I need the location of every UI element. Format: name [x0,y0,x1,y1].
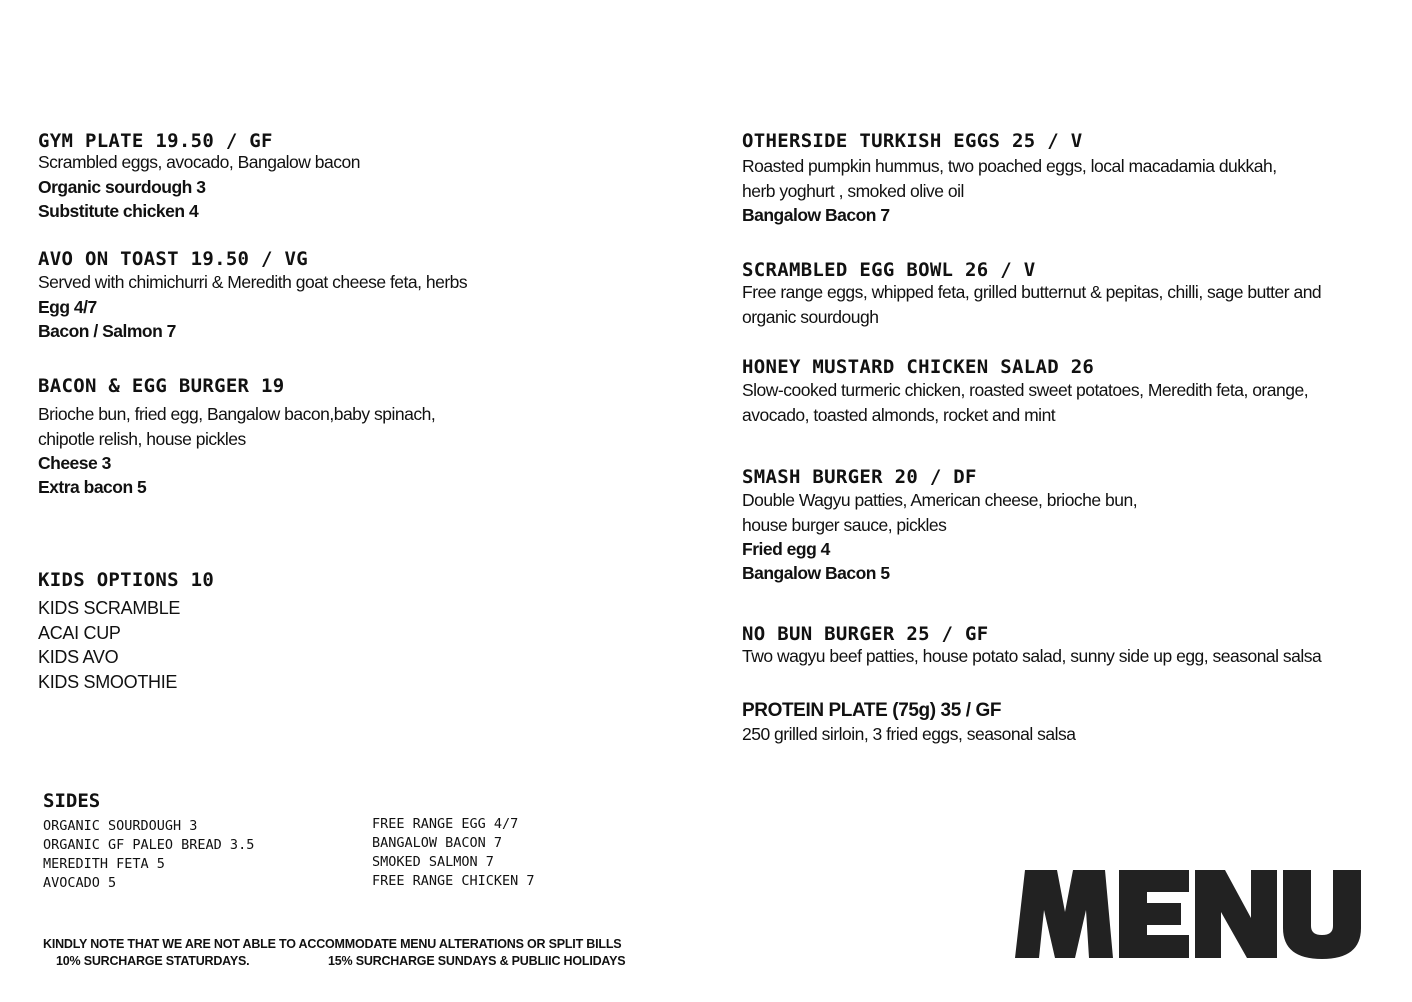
menu-logo-graphic [1015,868,1365,960]
side-item: ORGANIC SOURDOUGH 3 [43,818,198,834]
menu-item-chicken-salad [742,355,1308,427]
item-description: Served with chimichurri & Meredith goat cheese feta, herbs [38,272,468,292]
item-extra: Bangalow Bacon 7 [742,205,890,225]
item-extra: Bacon / Salmon 7 [38,320,176,341]
item-title: AVO ON TOAST 19.50 / VG [38,248,308,270]
item-description: Two wagyu beef patties, house potato salad, sunny side up egg, seasonal salsa [742,646,1322,666]
item-description: Slow-cooked turmeric chicken, roasted sweet potatoes, Meredith feta, orange, [742,380,1309,400]
sunday-surcharge-note: 15% SURCHARGE SUNDAYS & PUBLIIC HOLIDAYS [328,954,626,968]
item-extra: Substitute chicken 4 [38,200,199,221]
menu-item-gym-plate [38,129,360,223]
menu-item-bacon-egg-burger [38,374,435,499]
side-item: FREE RANGE CHICKEN 7 [372,873,535,889]
side-item: AVOCADO 5 [43,875,117,891]
kids-option: ACAI CUP [38,622,121,643]
item-description: 250 grilled sirloin, 3 fried eggs, seasonal salsa [742,724,1076,744]
side-item: SMOKED SALMON 7 [372,854,494,870]
side-item: MEREDITH FETA 5 [43,856,165,872]
sides-list-right [372,815,535,891]
item-extra: Fried egg 4 [742,539,830,559]
item-title: PROTEIN PLATE (75g) 35 / GF [742,700,1002,721]
side-item: FREE RANGE EGG 4/7 [372,816,519,832]
sides-list-left [43,817,254,893]
item-title: NO BUN BURGER 25 / GF [742,623,989,645]
item-extra: Extra bacon 5 [38,477,147,497]
menu-logo [1015,868,1365,965]
menu-item-no-bun-burger [742,622,1321,669]
item-title: SCRAMBLED EGG BOWL 26 / V [742,259,1036,281]
side-item: BANGALOW BACON 7 [372,835,503,851]
menu-item-turkish-eggs [742,129,1277,227]
item-description: Scrambled eggs, avocado, Bangalow bacon [38,152,360,172]
item-description: Free range eggs, whipped feta, grilled butternut & pepitas, chilli, sage butter and [742,282,1322,302]
item-description: house burger sauce, pickles [742,514,947,535]
kids-option: KIDS AVO [38,647,119,667]
item-title: SMASH BURGER 20 / DF [742,466,977,488]
item-extra: Egg 4/7 [38,296,97,317]
item-title: GYM PLATE 19.50 / GF [38,130,273,152]
item-description: chipotle relish, house pickles [38,428,246,449]
side-item: ORGANIC GF PALEO BREAD 3.5 [43,837,255,853]
item-description: Roasted pumpkin hummus, two poached eggs, local macadamia dukkah, [742,156,1277,176]
item-description: herb yoghurt , smoked olive oil [742,180,964,201]
kids-option: KIDS SCRAMBLE [38,598,181,618]
item-description: organic sourdough [742,306,879,327]
item-description: avocado, toasted almonds, rocket and mint [742,404,1056,425]
saturday-surcharge-note: 10% SURCHARGE STATURDAYS. [56,954,250,968]
alterations-note: KINDLY NOTE THAT WE ARE NOT ABLE TO ACCOMMODATE MENU ALTERATIONS OR SPLIT BILLS [43,937,622,951]
menu-item-scrambled-egg-bowl [742,258,1321,329]
item-extra: Bangalow Bacon 5 [742,563,890,583]
item-title: BACON & EGG BURGER 19 [38,375,285,397]
kids-option: KIDS SMOOTHIE [38,671,178,692]
item-title: HONEY MUSTARD CHICKEN SALAD 26 [742,356,1095,378]
item-extra: Cheese 3 [38,453,111,473]
menu-item-avo-on-toast [38,247,467,343]
menu-item-protein-plate [742,699,1075,747]
item-title: OTHERSIDE TURKISH EGGS 25 / V [742,130,1083,152]
sides-heading: SIDES [43,790,101,812]
item-extra: Organic sourdough 3 [38,176,206,197]
item-description: Brioche bun, fried egg, Bangalow bacon,baby spinach, [38,404,436,424]
menu-item-smash-burger [742,465,1137,585]
menu-item-kids-options [38,568,214,694]
item-title: KIDS OPTIONS 10 [38,569,215,591]
item-description: Double Wagyu patties, American cheese, brioche bun, [742,490,1138,510]
